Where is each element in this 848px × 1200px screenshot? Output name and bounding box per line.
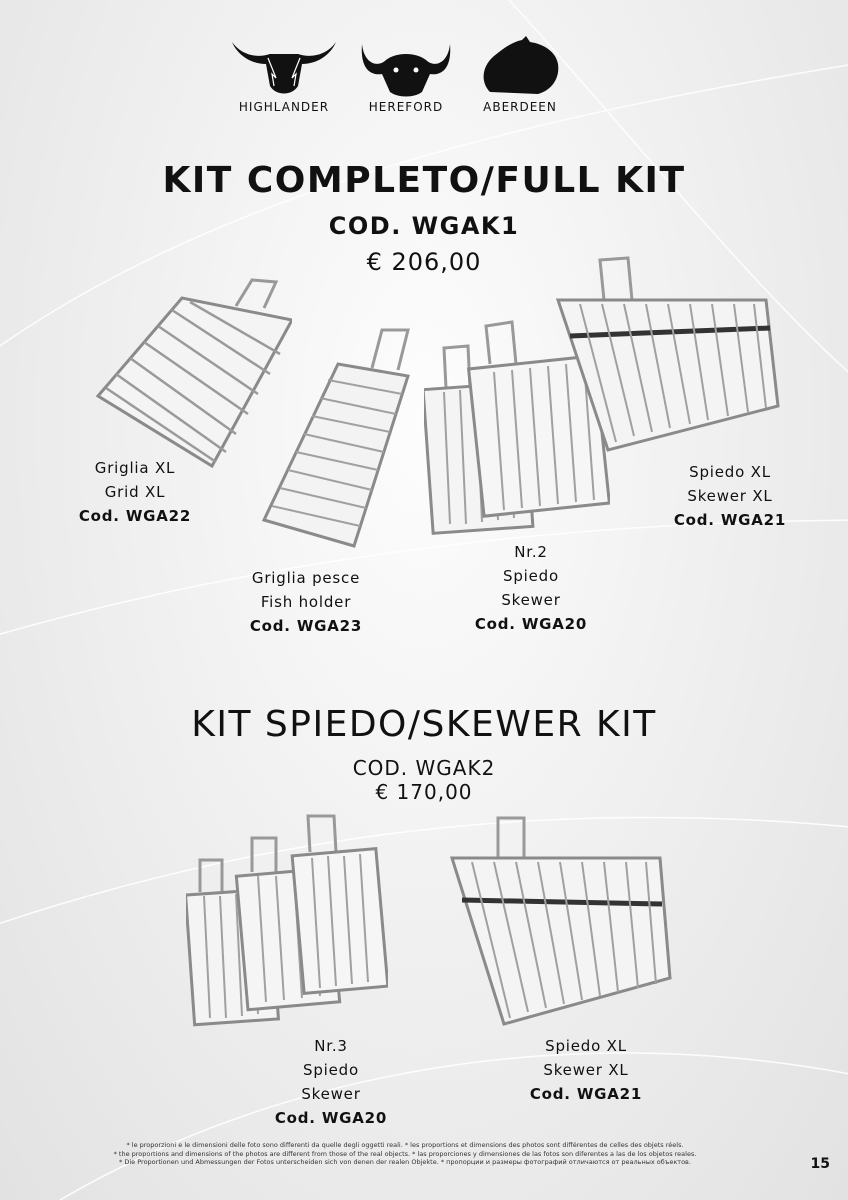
item-code: Cod. WGA20 [274,1109,388,1127]
skewer-kit-code: COD. WGAK2 [352,756,496,780]
item-code: Cod. WGA22 [78,507,192,525]
item-quantity: Nr.3 [314,1037,348,1055]
item-name-en: Skewer [301,1085,361,1103]
item-name-it: Griglia pesce [251,569,361,587]
item-name-en: Skewer XL [543,1061,629,1079]
angus-cow-head-icon [474,34,566,98]
full-kit-title: KIT COMPLETO/FULL KIT [162,160,686,201]
brand-aberdeen [474,34,566,114]
item-name-it: Griglia XL [94,459,176,477]
footnote-line: * Die Proportionen und Abmessungen der Fotos unterscheiden sich von denen der realen Objekte. * пропорции и размеры фотографий отличаются от реальных объектов. [119,1158,691,1166]
item-name-it: Spiedo XL [689,463,771,481]
brand-name: HIGHLANDER [238,100,330,114]
skewer-pair-label [466,540,596,636]
item-name-en: Skewer XL [687,487,773,505]
item-name-en: Skewer [501,591,561,609]
item-code: Cod. WGA21 [529,1085,643,1103]
item-name-it: Spiedo [503,567,559,585]
page-number: 15 [810,1156,830,1172]
item-code: Cod. WGA23 [249,617,363,635]
skewer-xl-label [660,460,800,532]
brand-hereford [356,34,456,114]
item-name-it: Spiedo [303,1061,359,1079]
skewer-xl-kit2-label [516,1034,656,1106]
brand-name: HEREFORD [368,100,444,114]
fish-holder-label [236,566,376,638]
skewer-xl-image [448,812,674,1032]
fish-holder-image [258,320,418,548]
skewer-kit-price: € 170,00 [375,780,473,804]
bull-head-icon [356,34,456,98]
item-name-en: Fish holder [260,593,352,611]
item-code: Cod. WGA20 [474,615,588,633]
item-name-it: Spiedo XL [545,1037,627,1055]
item-code: Cod. WGA21 [673,511,787,529]
brand-highlander [228,34,340,114]
skewer-xl-image [552,256,782,452]
full-kit-code: COD. WGAK1 [328,212,520,240]
footnote-line: * le proporzioni e le dimensioni delle foto sono differenti da quelle degli oggetti reali. * les proportions et dimensions des photos sont différentes de celles des objets réels. [126,1141,684,1149]
skewer-trio-label [266,1034,396,1130]
disclaimer-footnotes [40,1141,770,1167]
grid-xl-label [70,456,200,528]
item-name-en: Grid XL [104,483,166,501]
full-kit-price: € 206,00 [366,248,482,276]
brand-name: ABERDEEN [483,100,557,114]
item-quantity: Nr.2 [514,543,548,561]
skewer-kit-title: KIT SPIEDO/SKEWER KIT [191,704,657,745]
highland-cow-head-icon [228,34,340,98]
footnote-line: * the proportions and dimensions of the photos are different from those of the real objects. * las proporciones y dimensiones de las fotos son diferentes a las de los objetos reales. [113,1149,697,1158]
skewer-trio-image [186,812,388,1030]
